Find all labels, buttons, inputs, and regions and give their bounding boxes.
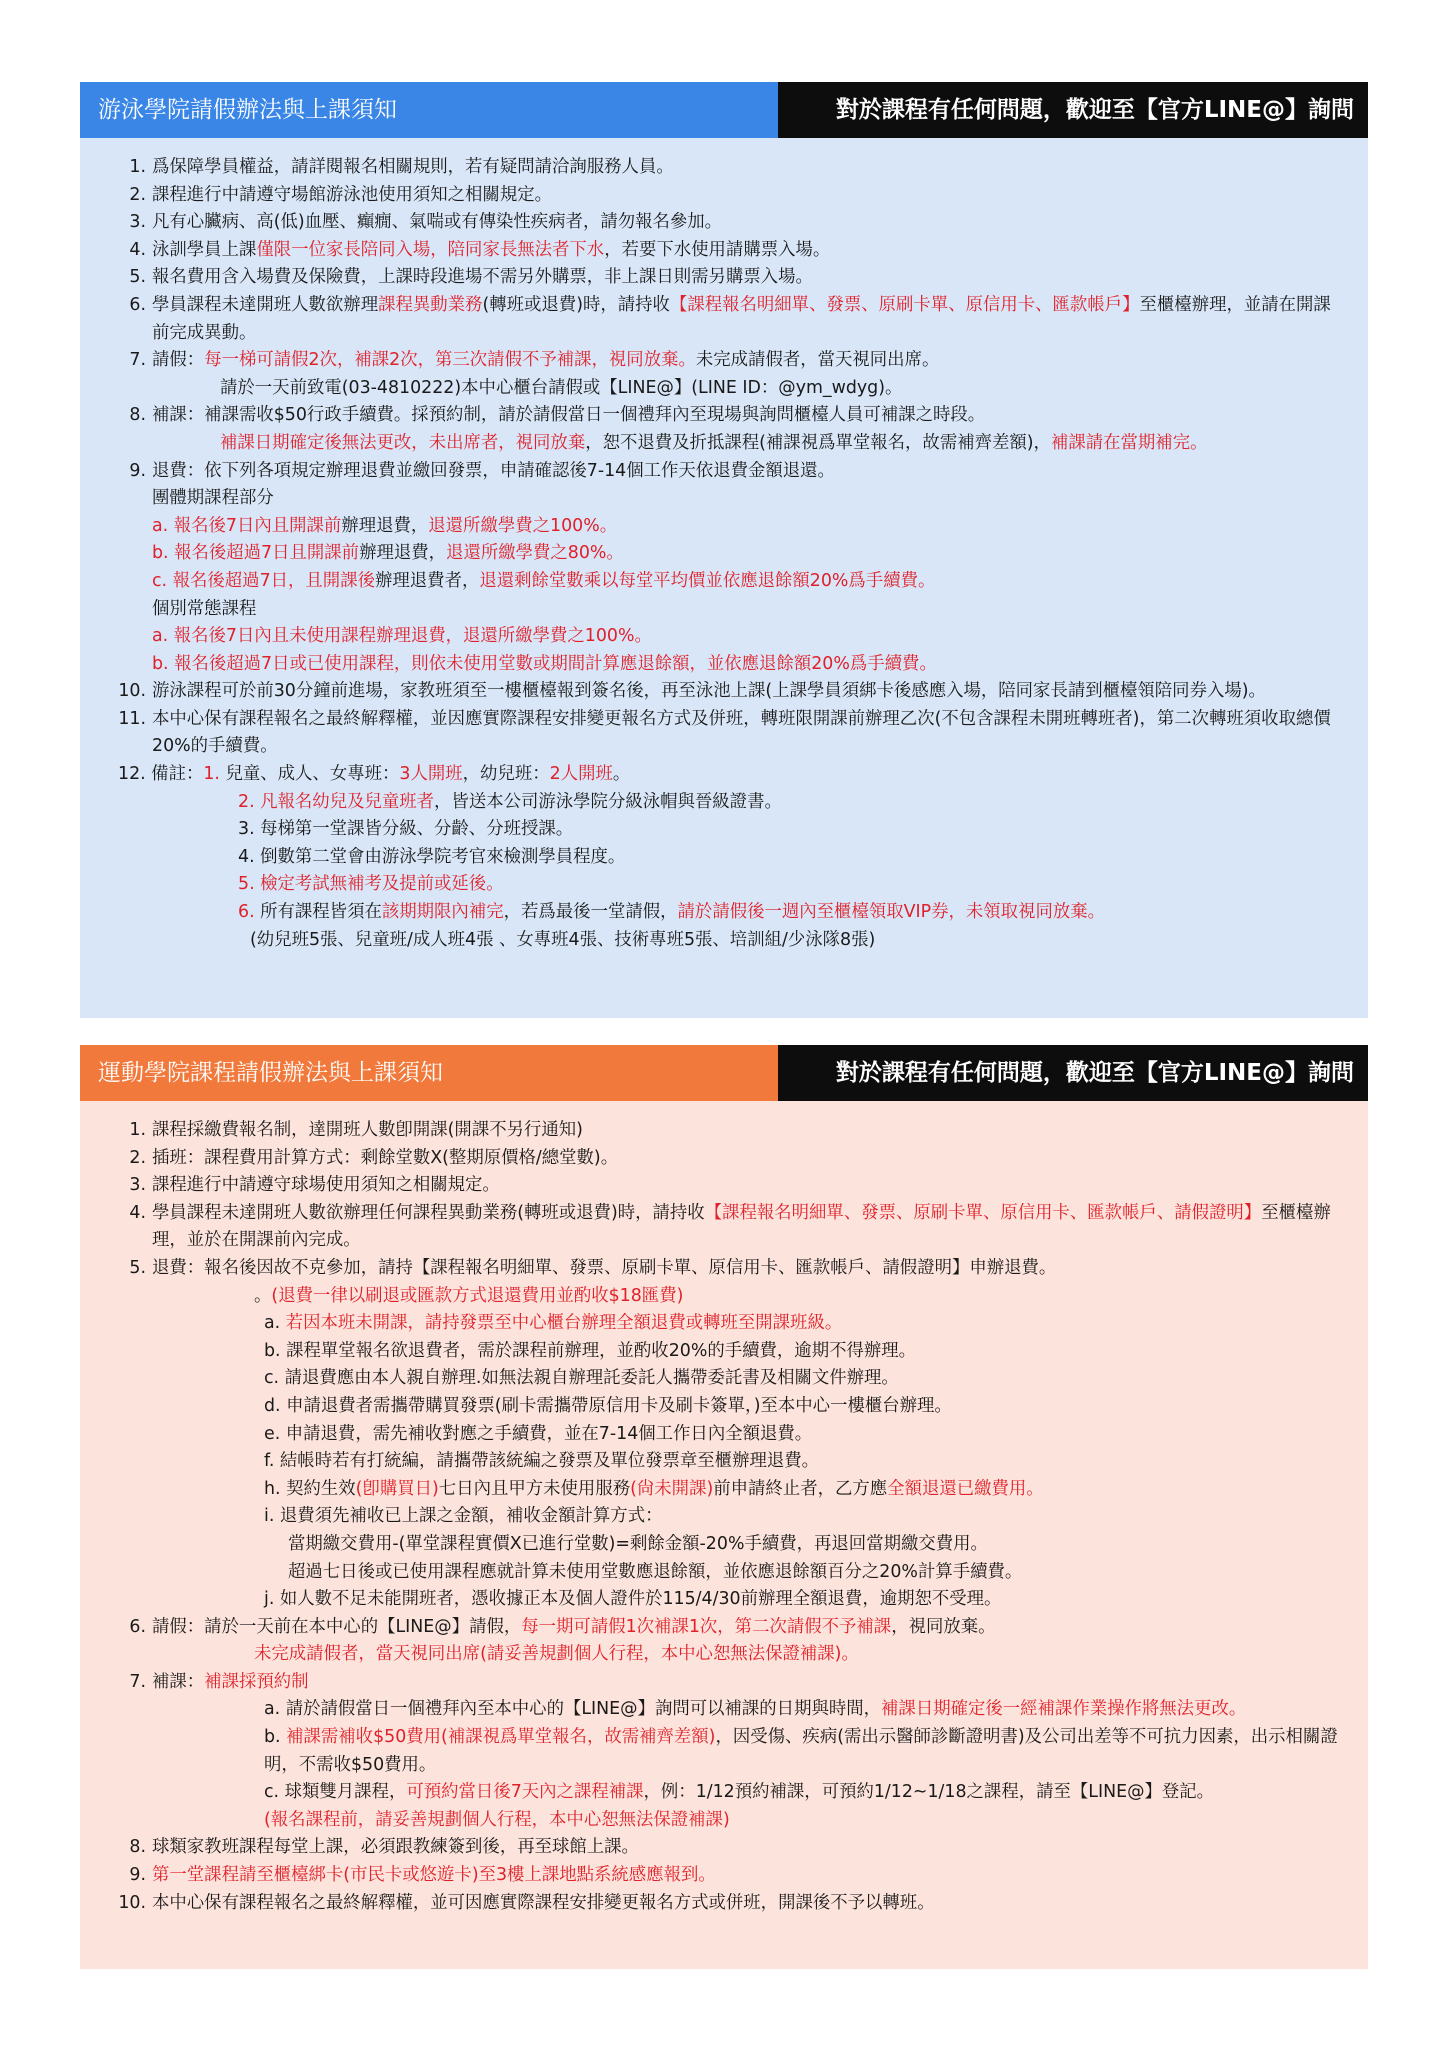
highlight-text: 3人開班 [399, 764, 463, 785]
list-item [110, 568, 1338, 596]
item-number: 2. [129, 1147, 146, 1168]
highlight-text: 退還剩餘堂數乘以每堂平均價並依應退餘額20%爲手續費。 [479, 570, 936, 591]
item-text [152, 264, 1338, 292]
item-number: 9. [129, 460, 146, 481]
list-item [110, 1614, 1338, 1642]
item-number: 10. [118, 681, 146, 702]
list-item [110, 485, 1338, 513]
note-item [110, 899, 1338, 927]
list-item [110, 678, 1338, 706]
highlight-text: 補課日期確定後一經補課作業操作將無法更改。 [881, 1699, 1247, 1720]
list-item [110, 292, 1338, 347]
list-item [110, 1890, 1338, 1918]
body-text: 課程進行中請遵守球場使用須知之相關規定。 [152, 1175, 500, 1196]
item-number [110, 623, 152, 651]
body-text: 4. 倒數第二堂會由游泳學院考官來檢測學員程度。 [238, 846, 626, 867]
body-text: ，皆送本公司游泳學院分級泳帽與晉級證書。 [434, 791, 782, 812]
body-text: 辦理退費者， [374, 570, 480, 591]
list-item [110, 1779, 1338, 1807]
list-item [110, 1476, 1338, 1504]
sport-body [80, 1101, 1368, 1969]
sport-title: 運動學院課程請假辦法與上課須知 [80, 1045, 778, 1101]
list-item [110, 1200, 1338, 1255]
item-text [152, 1614, 1338, 1642]
highlight-text: 課程異動業務 [378, 294, 483, 315]
list-item [110, 651, 1338, 679]
list-item [110, 1586, 1338, 1614]
body-text: 。 [612, 764, 631, 785]
list-item [110, 596, 1338, 624]
highlight-text: (退費一律以刷退或匯款方式退還費用並酌收$18匯費) [271, 1285, 684, 1306]
list-item [110, 1531, 1338, 1559]
list-item [110, 1696, 1338, 1724]
item-number [110, 485, 152, 513]
highlight-text: 退還所繳學費之100%。 [428, 515, 618, 536]
item-number: 1. [129, 157, 146, 177]
highlight-text: 該期期限內補完 [381, 902, 504, 923]
highlight-text: 未完成請假者，當天視同出席(請妥善規劃個人行程，本中心恕無法保證補課)。 [254, 1644, 859, 1665]
body-text: 請假：請於一天前在本中心的【LINE@】請假， [152, 1616, 522, 1637]
highlight-text: c. 報名後超過7日，且開課後 [152, 570, 375, 591]
body-text: ，若要下水使用請購票入場。 [604, 239, 831, 260]
swim-title: 游泳學院請假辦法與上課須知 [80, 82, 778, 138]
item-number [110, 513, 152, 541]
list-item [110, 1172, 1338, 1200]
body-text: 補課：補課需收$50行政手續費。採預約制，請於請假當日一個禮拜內至現場與詢問櫃檯人員可補課之時段。 [152, 405, 986, 426]
item-text [152, 513, 1338, 541]
list-item [110, 1724, 1338, 1779]
item-number: 3. [129, 1175, 146, 1196]
highlight-text: (報名課程前，請妥善規劃個人行程，本中心恕無法保證補課) [264, 1809, 730, 1830]
item-number [110, 540, 152, 568]
item-number: 8. [129, 405, 146, 426]
list-item [110, 1421, 1338, 1449]
list-item [110, 1503, 1338, 1531]
list-item [110, 1448, 1338, 1476]
body-text: 個別常態課程 [152, 598, 257, 619]
item-text [152, 375, 1338, 403]
list-item [110, 1338, 1338, 1366]
list-item [110, 1862, 1338, 1890]
highlight-text: 每一期可請假1次補課1次，第二次請假不予補課 [521, 1616, 892, 1637]
body-text: a. 請於請假當日一個禮拜內至本中心的【LINE@】詢問可以補課的日期與時間， [264, 1699, 882, 1720]
note-item [110, 789, 1338, 817]
highlight-text: 僅限一位家長陪同入場，陪同家長無法者下水 [256, 239, 605, 260]
highlight-text: a. 報名後7日內且未使用課程辦理退費，退還所繳學費之100%。 [152, 626, 652, 647]
body-text: 超過七日後或已使用課程應就計算未使用堂數應退餘額，並依應退餘額百分之20%計算手續費。 [288, 1561, 1023, 1582]
body-text: (轉班或退費)時，請持收 [482, 294, 670, 315]
item-text [152, 154, 1338, 182]
list-item [110, 402, 1338, 430]
swim-section [80, 82, 1368, 1018]
item-text [152, 1145, 1338, 1173]
list-item [110, 237, 1338, 265]
item-number: 4. [129, 1202, 146, 1223]
highlight-text: 可預約當日後7天內之課程補課 [406, 1782, 644, 1803]
highlight-text: a. 報名後7日內且開課前 [152, 515, 342, 536]
note-item [203, 761, 630, 789]
body-text: h. 契約生效 [264, 1478, 356, 1499]
body-text: 補課： [152, 1671, 205, 1692]
item-text [152, 1669, 1338, 1697]
body-text: 本中心保有課程報名之最終解釋權，並因應實際課程安排變更報名方式及併班，轉班限開課前辦理乙次(不包含課程未開班轉班者)，第二次轉班須收取總價20%的手續費。 [152, 708, 1331, 757]
highlight-text: 若因本班未開課，請持發票至中心櫃台辦理全額退費或轉班至開課班級。 [285, 1313, 843, 1334]
item-number: 7. [129, 350, 146, 371]
body-text: 請於一天前致電(03-4810222)本中心櫃台請假或【LINE@】(LINE ID：@ym_wdyg)。 [220, 377, 903, 398]
item-text [152, 458, 1338, 486]
body-text: ，若爲最後一堂請假， [503, 902, 678, 923]
item-text [152, 706, 1338, 761]
item-number [110, 430, 152, 458]
highlight-text: 【課程報名明細單、發票、原刷卡單、原信用卡、匯款帳戶】 [669, 294, 1140, 315]
item-number [110, 375, 152, 403]
item-text [152, 540, 1338, 568]
list-item [110, 347, 1338, 375]
highlight-text: 補課採預約制 [204, 1671, 309, 1692]
item-number: 11. [118, 708, 146, 729]
list-item [110, 375, 1338, 403]
body-text: j. 如人數不足未能開班者，憑收據正本及個人證件於115/4/30前辦理全額退費，逾期恕不受理。 [264, 1589, 1002, 1610]
body-text: 課程採繳費報名制，達開班人數卽開課(開課不另行通知) [152, 1120, 583, 1140]
item-number: 2. [129, 184, 146, 205]
body-text: i. 退費須先補收已上課之金額，補收金額計算方式： [264, 1506, 663, 1527]
list-item [110, 182, 1338, 210]
body-text: 學員課程未達開班人數欲辦理任何課程異動業務(轉班或退費)時，請持收 [152, 1202, 705, 1223]
body-text: 至櫃檯辦理，並請在開課前完成異動。 [152, 294, 1331, 343]
body-text: 七日內且甲方未使用服務 [438, 1478, 631, 1499]
list-item [110, 1807, 1338, 1835]
item-number: 1. [129, 1120, 146, 1140]
note-item [110, 927, 1338, 955]
item-number: 7. [129, 1671, 146, 1692]
list-item [110, 1365, 1338, 1393]
highlight-text: 每一梯可請假2次，補課2次，第三次請假不予補課，視同放棄。 [204, 350, 696, 371]
body-text: 辦理退費， [359, 543, 447, 564]
list-item [110, 706, 1338, 761]
list-item [110, 430, 1338, 458]
item-number: 3. [129, 212, 146, 233]
list-item [110, 1559, 1338, 1587]
item-text [152, 1834, 1338, 1862]
list-item [110, 1310, 1338, 1338]
body-text: 凡有心臟病、高(低)血壓、癲癇、氣喘或有傳染性疾病者，請勿報名參加。 [152, 212, 723, 233]
body-text: 前申請終止者，乙方應 [713, 1478, 888, 1499]
sport-contact: 對於課程有任何問題，歡迎至【官方LINE@】詢問 [778, 1045, 1368, 1101]
list-item [110, 458, 1338, 486]
item-text [152, 237, 1338, 265]
item-text [152, 347, 1338, 375]
body-text: ，幼兒班： [462, 764, 550, 785]
highlight-text: (卽購買日) [355, 1478, 439, 1499]
note-item [110, 816, 1338, 844]
item-text [152, 182, 1338, 210]
highlight-text: 1. [203, 764, 220, 785]
item-text [152, 430, 1338, 458]
highlight-text: (尙未開課) [630, 1478, 714, 1499]
highlight-text: b. 報名後超過7日且開課前 [152, 543, 360, 564]
highlight-text: 補課請在當期補完。 [1050, 432, 1208, 453]
notes-label-row [110, 761, 1338, 789]
item-number: 6. [129, 1616, 146, 1637]
item-text [152, 623, 1338, 651]
item-text [152, 568, 1338, 596]
item-number: 10. [118, 1892, 146, 1913]
body-text: d. 申請退費者需攜帶購買發票(刷卡需攜帶原信用卡及刷卡簽單，)至本中心一樓櫃台辦理。 [264, 1395, 952, 1416]
body-text: c. 請退費應由本人親自辦理.如無法親自辦理託委託人攜帶委託書及相關文件辦理。 [264, 1368, 899, 1389]
item-text [152, 651, 1338, 679]
item-number: 5. [129, 267, 146, 288]
highlight-text: 補課日期確定後無法更改，未出席者，視同放棄 [220, 432, 586, 453]
body-text: a. [264, 1313, 286, 1334]
body-text: 插班：課程費用計算方式：剩餘堂數X(整期原價格/總堂數)。 [152, 1147, 619, 1168]
list-item [110, 154, 1338, 182]
body-text: 退費：報名後因故不克參加，請持【課程報名明細單、發票、原刷卡單、原信用卡、匯款帳戶、請假證明】申辦退費。 [152, 1257, 1057, 1278]
list-item [110, 1255, 1338, 1283]
body-text: 3. 每梯第一堂課皆分級、分齡、分班授課。 [238, 819, 574, 840]
body-text: 請假： [152, 350, 205, 371]
body-text: 球類家教班課程每堂上課，必須跟教練簽到後，再至球館上課。 [152, 1837, 639, 1858]
item-number [110, 568, 152, 596]
highlight-text: 補課需補收$50費用(補課視爲單堂報名，故需補齊差額) [286, 1727, 716, 1748]
highlight-text: 退還所繳學費之80%。 [446, 543, 624, 564]
body-text: 所有課程皆須在 [254, 902, 382, 923]
list-item [110, 1393, 1338, 1421]
list-item [110, 1283, 1338, 1311]
item-text [152, 1862, 1338, 1890]
highlight-text: 全額退還已繳費用。 [887, 1478, 1044, 1499]
item-text [152, 1890, 1338, 1918]
list-item [110, 264, 1338, 292]
list-item [110, 209, 1338, 237]
highlight-text: 2. 凡報名幼兒及兒童班者 [238, 791, 435, 812]
highlight-text: 【課程報名明細單、發票、原刷卡單、原信用卡、匯款帳戶、請假證明】 [704, 1202, 1262, 1223]
highlight-text: 2人開班 [549, 764, 613, 785]
body-text: 退費：依下列各項規定辦理退費並繳回發票，申請確認後7-14個工作天依退費金額退還。 [152, 460, 835, 481]
body-text: c. 球類雙月課程， [264, 1782, 407, 1803]
item-text [152, 596, 1338, 624]
list-item [110, 1117, 1338, 1145]
body-text: e. 申請退費，需先補收對應之手續費，並在7-14個工作日內全額退費。 [264, 1423, 813, 1444]
list-item [110, 623, 1338, 651]
list-item [110, 1834, 1338, 1862]
highlight-text: 5. 檢定考試無補考及提前或延後。 [238, 874, 504, 895]
swim-contact: 對於課程有任何問題，歡迎至【官方LINE@】詢問 [778, 82, 1368, 138]
item-text [152, 1172, 1338, 1200]
body-text: 學員課程未達開班人數欲辦理 [152, 294, 379, 315]
body-text: 泳訓學員上課 [152, 239, 257, 260]
swim-body [80, 138, 1368, 1018]
body-text: 團體期課程部分 [152, 488, 274, 509]
note-item [110, 871, 1338, 899]
body-text: f. 結帳時若有打統編，請攜帶該統編之發票及單位發票章至櫃辦理退費。 [264, 1451, 820, 1472]
body-text: 兒童、成人、女專班： [219, 764, 400, 785]
item-text [152, 1255, 1338, 1283]
highlight-text: b. 報名後超過7日或已使用課程，則依未使用堂數或期間計算應退餘額，並依應退餘額20%爲手續費。 [152, 653, 937, 674]
body-text: ，例：1/12預約補課，可預約1/12~1/18之課程，請至【LINE@】登記。 [643, 1782, 1215, 1803]
body-text: 本中心保有課程報名之最終解釋權，並可因應實際課程安排變更報名方式或併班，開課後不予以轉班。 [152, 1892, 935, 1913]
body-text: b. [264, 1727, 287, 1748]
notes-label: 12. 備註： [118, 764, 204, 785]
body-text: ，視同放棄。 [891, 1616, 996, 1637]
body-text: 報名費用含入場費及保險費，上課時段進場不需另外購票，非上課日則需另購票入場。 [152, 267, 813, 288]
body-text: 。 [254, 1285, 272, 1306]
highlight-text: 第一堂課程請至櫃檯綁卡(市民卡或悠遊卡)至3樓上課地點系統感應報到。 [152, 1865, 716, 1886]
item-text [152, 485, 1338, 513]
body-text: 課程進行中請遵守場館游泳池使用須知之相關規定。 [152, 184, 552, 205]
item-text [152, 678, 1338, 706]
body-text: 爲保障學員權益，請詳閱報名相關規則，若有疑問請洽詢服務人員。 [152, 157, 674, 177]
body-text: 至櫃檯辦理，並於在開課前內完成。 [152, 1202, 1331, 1251]
sport-header [80, 1045, 1368, 1101]
highlight-text: 請於請假後一週內至櫃檯領取VIP券，未領取視同放棄。 [677, 902, 1106, 923]
item-text [152, 292, 1338, 347]
list-item [110, 1145, 1338, 1173]
highlight-text: 6. [238, 902, 255, 923]
list-item [110, 1669, 1338, 1697]
item-text [152, 1200, 1338, 1255]
body-text: 游泳課程可於前30分鐘前進場，家教班須至一樓櫃檯報到簽名後，再至泳池上課(上課學員須綁卡後感應入場，陪同家長請到櫃檯領陪同券入場)。 [152, 681, 1266, 702]
body-text: 當期繳交費用-(單堂課程實價X已進行堂數)=剩餘金額-20%手續費，再退回當期繳交費用。 [288, 1533, 988, 1554]
body-text: b. 課程單堂報名欲退費者，需於課程前辦理，並酌收20%的手續費，逾期不得辦理。 [264, 1340, 917, 1361]
item-number: 5. [129, 1257, 146, 1278]
item-text [152, 209, 1338, 237]
body-text: 辦理退費， [341, 515, 429, 536]
item-number: 9. [129, 1865, 146, 1886]
item-number: 6. [129, 294, 146, 315]
item-number: 4. [129, 239, 146, 260]
body-text: ，恕不退費及折抵課程(補課視爲單堂報名，故需補齊差額)， [585, 432, 1051, 453]
item-text [152, 1117, 1338, 1145]
body-text: 未完成請假者，當天視同出席。 [695, 350, 940, 371]
body-text: (幼兒班5張、兒童班/成人班4張 、女專班4張、技術專班5張、培訓組/少泳隊8張) [250, 929, 876, 950]
item-number [110, 651, 152, 679]
item-number: 8. [129, 1837, 146, 1858]
item-text [152, 402, 1338, 430]
note-item [110, 844, 1338, 872]
item-number [110, 596, 152, 624]
list-item [110, 540, 1338, 568]
list-item [110, 1641, 1338, 1669]
sport-section [80, 1045, 1368, 1969]
swim-header [80, 82, 1368, 138]
body-text: ，因受傷、疾病(需出示醫師診斷證明書)及公司出差等不可抗力因素，出示相關證明，不需收$50費用。 [264, 1727, 1338, 1775]
list-item [110, 513, 1338, 541]
